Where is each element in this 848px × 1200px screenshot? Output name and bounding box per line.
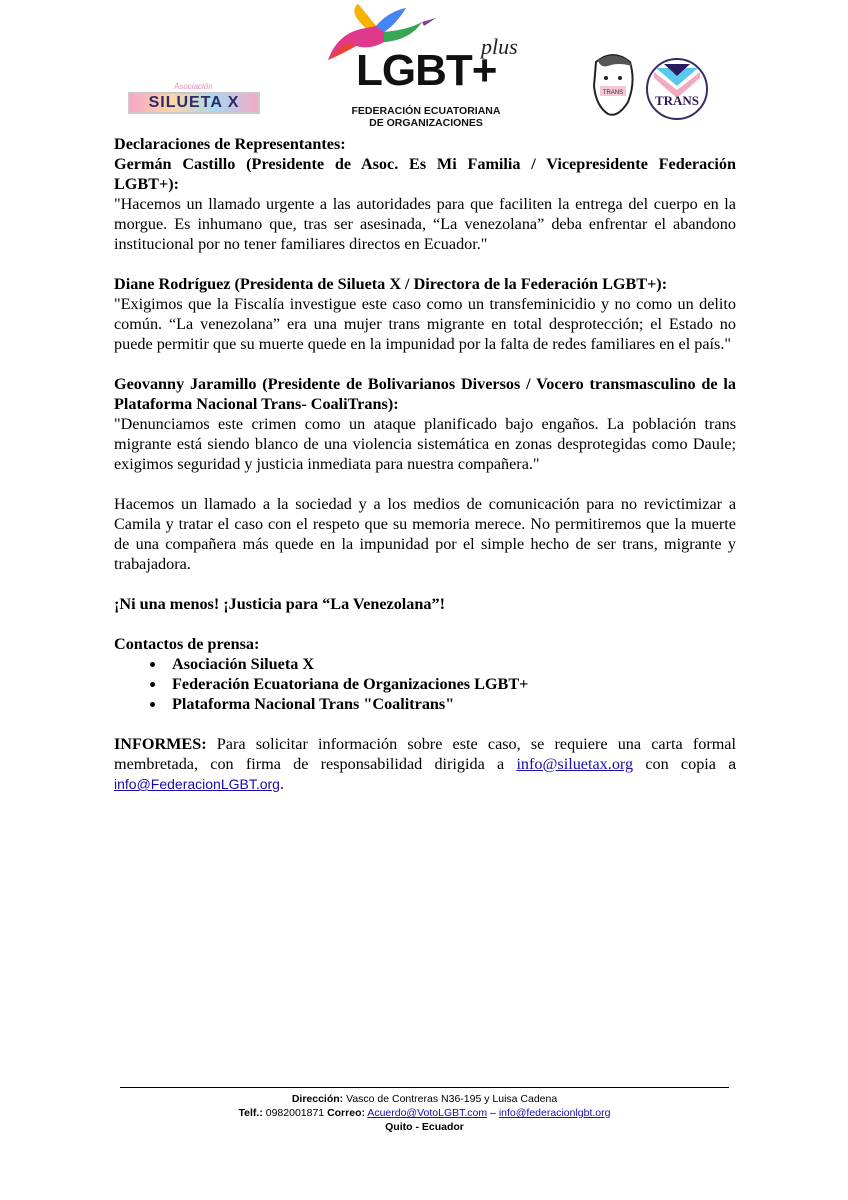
informes-a: a <box>728 756 736 772</box>
lgbt-logo-plus-word: plus <box>481 34 518 59</box>
letterhead <box>0 0 848 135</box>
footer-contact <box>120 1106 729 1120</box>
speaker-1-quote: "Hacemos un llamado urgente a las autoridades para que faciliten la entrega del cuerpo en la morgue. Es inhumano que, tras ser asesinada, “La venezolana” deba enfrentar el abandono institucional por no tener familiares directos en Ecuador." <box>114 195 736 253</box>
informes-end: . <box>279 775 285 793</box>
footer-address-label: Dirección: <box>291 1093 344 1105</box>
footer-address-value: Vasco de Contreras N36-195 y Luisa Cadena <box>343 1093 558 1105</box>
list-item: • Federación Ecuatoriana de Organizaciones LGBT+ <box>166 674 736 694</box>
speaker-3-quote: "Denunciamos este crimen como un ataque planificado bajo engaños. La población trans migrante está siendo blanco de una violencia sistemática en zonas desprotegidas como Daule; exigimos seguridad y justicia inmediata para nuestra compañera." <box>114 415 736 473</box>
footer-divider <box>120 1087 729 1088</box>
federacion-email-link[interactable]: info@FederacionLGBT.org <box>114 776 280 792</box>
lgbt-federation-logo <box>316 2 536 130</box>
lgbt-logo-word: LGBT+ <box>356 46 497 95</box>
trans-logo-word: TRANS <box>654 93 700 108</box>
speaker-2-name: Diane Rodríguez (Presidenta de Silueta X / Directora de la Federación LGBT+): <box>114 275 668 293</box>
siluetax-email-link[interactable]: info@siluetax.org <box>516 755 634 773</box>
footer-phone-value: 0982001871 <box>262 1107 328 1119</box>
appeal-paragraph: Hacemos un llamado a la sociedad y a los medios de comunicación para no revictimizar a Camila y tratar el caso con el respeto que su memoria merece. No permitiremos que la muerte de una compañera más quede en la impunidad por el simple hecho de ser trans, migrante y trabajadora. <box>114 495 736 573</box>
informes-text: Para solicitar información sobre este caso, se requiere una carta formal membretada, con firma de responsabilidad dirigida a <box>114 735 736 773</box>
informes-paragraph <box>114 734 736 794</box>
silueta-logo-name: SILUETA X <box>128 92 260 114</box>
list-item: • Plataforma Nacional Trans "Coalitrans" <box>166 694 736 714</box>
list-item: • Asociación Silueta X <box>166 654 736 674</box>
trans-face-logo <box>588 52 638 122</box>
lgbt-logo-line1: FEDERACIÓN ECUATORIANA <box>351 105 501 117</box>
footer <box>120 1092 729 1134</box>
footer-mail-separator: – <box>487 1107 499 1119</box>
speaker-2-quote: "Exigimos que la Fiscalía investigue este caso como un transfeminicidio y no como un delito común. “La venezolana” era una mujer trans migrante en total desprotección; el Estado no puede permitir que su muerte quede en la impunidad por la falta de redes familiares en el país." <box>114 295 736 353</box>
lgbt-logo-line2: DE ORGANIZACIONES <box>369 117 483 129</box>
statements-heading: Declaraciones de Representantes: <box>114 135 346 153</box>
speaker-1-name: Germán Castillo (Presidente de Asoc. Es Mi Familia / Vicepresidente Federación LGBT+): <box>114 155 736 193</box>
silueta-logo-small-text: Asociación <box>174 82 213 91</box>
footer-address <box>120 1092 729 1106</box>
footer-email-2-link[interactable]: info@federacionlgbt.org <box>498 1107 611 1119</box>
footer-phone-label: Telf.: <box>238 1107 263 1119</box>
slogan: ¡Ni una menos! ¡Justicia para “La Venezolana”! <box>114 595 445 613</box>
speaker-3-name: Geovanny Jaramillo (Presidente de Bolivarianos Diversos / Vocero transmasculino de la Plataforma Nacional Trans- CoaliTrans): <box>114 375 736 413</box>
trans-coalition-logo <box>646 58 708 120</box>
silueta-x-logo <box>128 82 264 118</box>
footer-email-1-link[interactable]: Acuerdo@VotoLGBT.com <box>367 1107 488 1119</box>
press-contacts-title: Contactos de prensa: <box>114 635 260 653</box>
footer-city: Quito - Ecuador <box>385 1121 464 1133</box>
footer-mail-label: Correo: <box>327 1107 365 1119</box>
press-release-body <box>114 134 736 794</box>
informes-label: INFORMES: <box>114 735 207 753</box>
informes-mid: con copia <box>633 755 729 773</box>
press-contacts-list <box>114 654 736 714</box>
face-logo-tag: TRANS <box>602 90 624 96</box>
